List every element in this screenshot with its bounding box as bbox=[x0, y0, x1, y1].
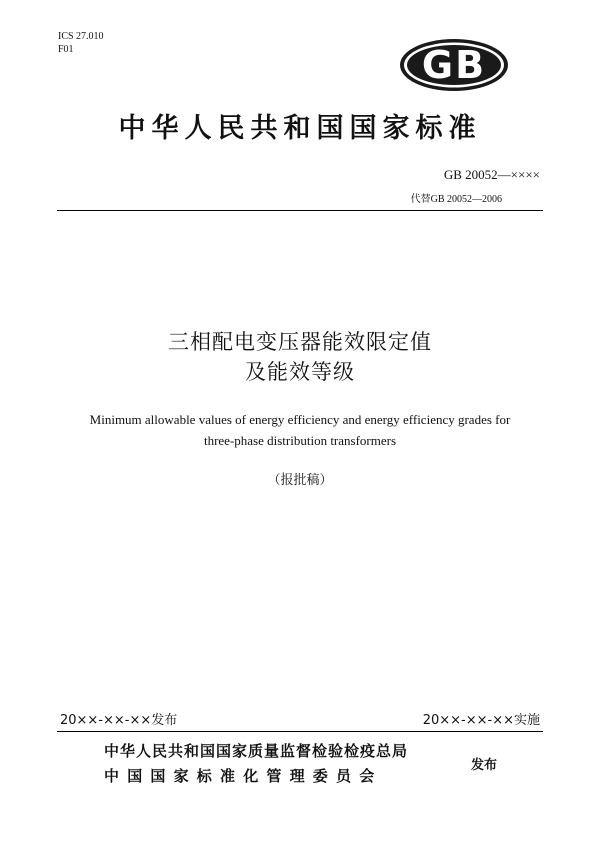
national-standard-title: 中华人民共和国国家标准 bbox=[118, 113, 482, 144]
draft-status: （报批稿） bbox=[267, 473, 333, 488]
document-title-cn-line1: 三相配电变压器能效限定值 bbox=[168, 330, 432, 354]
publisher-sac: 中国国家标准化管理委员会 bbox=[104, 767, 383, 785]
document-title-en-line1: Minimum allowable values of energy efficiency and energy efficiency grades for bbox=[89, 412, 511, 427]
header-codes bbox=[58, 30, 104, 56]
replaces-standard: 代替GB 20052—2006 bbox=[410, 194, 502, 205]
publisher-aqsiq: 中华人民共和国国家质量监督检验检疫总局 bbox=[104, 742, 409, 760]
document-title-en-line2: three-phase distribution transformers bbox=[203, 433, 397, 448]
ics-code: ICS 27.010 bbox=[58, 31, 104, 42]
bottom-divider bbox=[57, 731, 543, 732]
implementation-date: 20××-××-××实施 bbox=[422, 713, 540, 728]
standard-number: GB 20052—×××× bbox=[443, 167, 540, 182]
gb-logo bbox=[398, 37, 510, 93]
issue-date: 20××-××-××发布 bbox=[60, 713, 178, 728]
ccs-code: F01 bbox=[58, 44, 74, 55]
document-title-cn-line2: 及能效等级 bbox=[245, 360, 355, 384]
release-label: 发布 bbox=[471, 758, 498, 773]
top-divider bbox=[57, 210, 543, 211]
gb-logo-text: GB bbox=[421, 43, 487, 87]
